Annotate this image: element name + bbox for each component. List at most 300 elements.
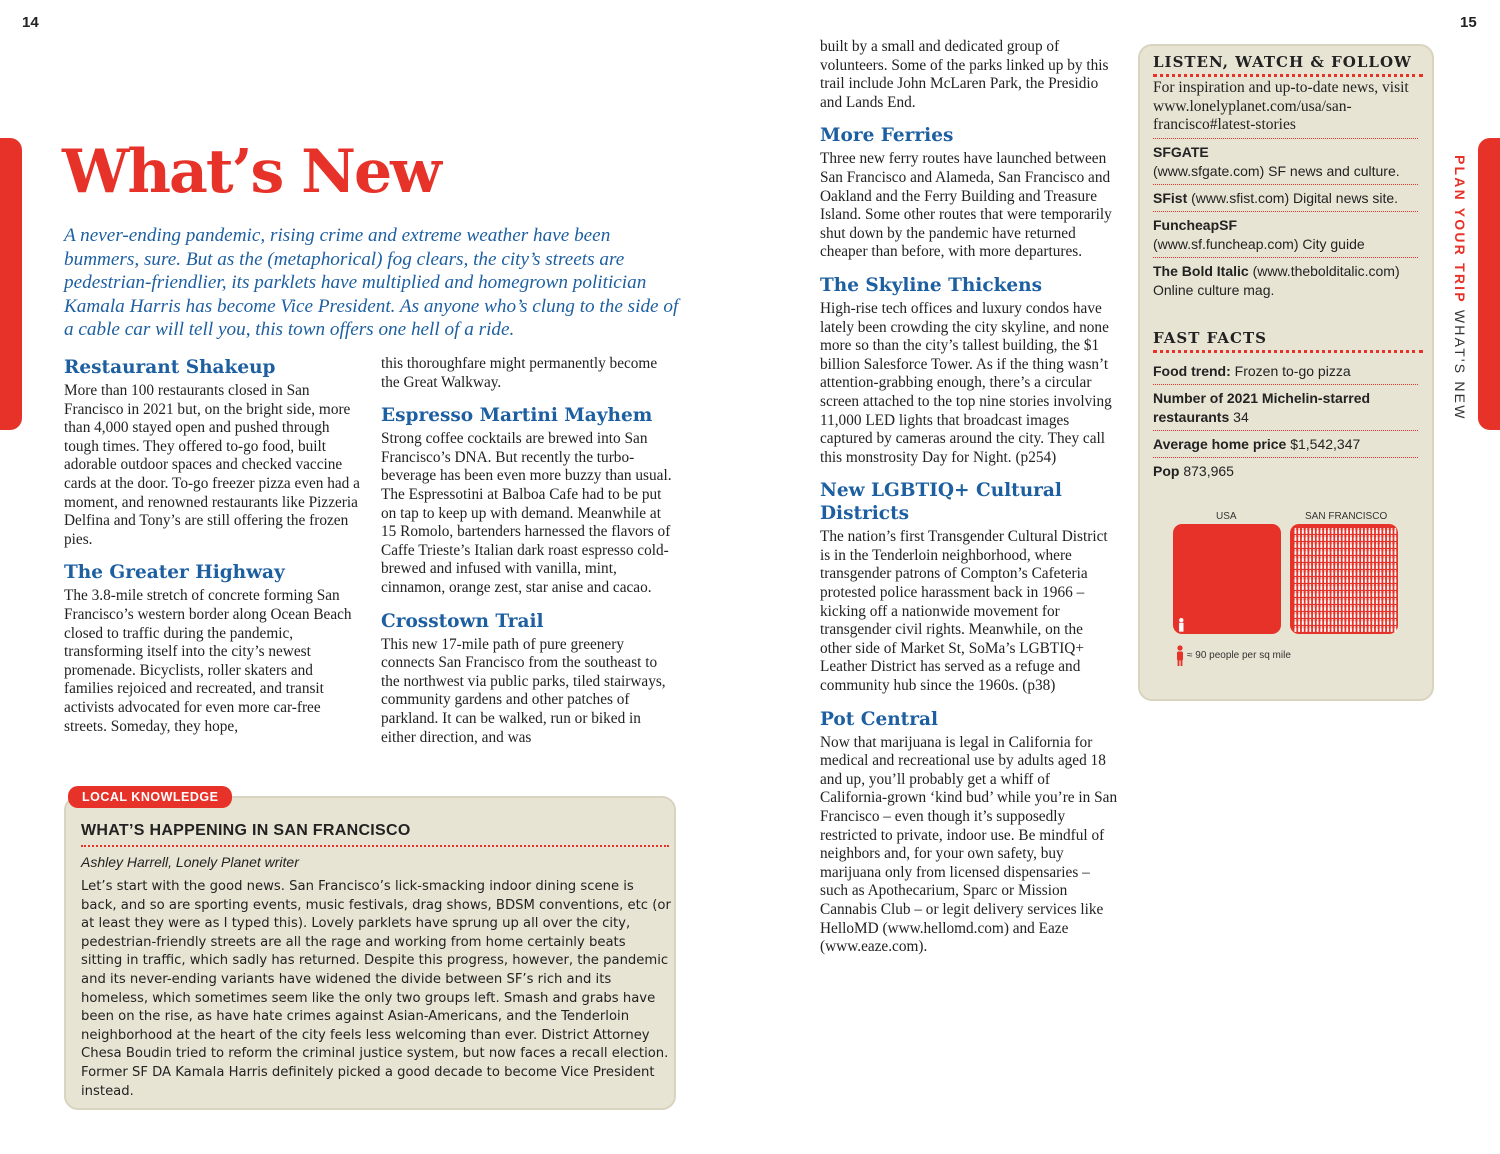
person-icon <box>1175 645 1185 667</box>
person-glyph-body <box>1372 551 1374 555</box>
person-glyph-body <box>1298 586 1300 590</box>
person-glyph-body <box>1302 586 1304 590</box>
person-glyph-body <box>1302 607 1304 611</box>
person-glyph-body <box>1383 579 1385 583</box>
person-glyph-head <box>1339 542 1341 544</box>
person-glyph-head <box>1298 577 1300 579</box>
person-glyph-body <box>1294 558 1296 562</box>
person-glyph-body <box>1309 600 1311 604</box>
sidebar-item-name: SFGATE <box>1153 144 1209 160</box>
person-glyph-body <box>1302 572 1304 576</box>
person-glyph-body <box>1294 586 1296 590</box>
person-glyph-head <box>1387 556 1389 558</box>
person-glyph-head <box>1354 535 1356 537</box>
person-glyph-head <box>1383 570 1385 572</box>
person-glyph-body <box>1306 600 1308 604</box>
person-glyph-body <box>1320 586 1322 590</box>
person-glyph-head <box>1324 584 1326 586</box>
person-glyph-head <box>1372 577 1374 579</box>
density-legend: ≈ 90 people per sq mile <box>1187 650 1291 661</box>
person-glyph-body <box>1339 565 1341 569</box>
person-glyph-body <box>1361 600 1363 604</box>
person-glyph-body <box>1324 572 1326 576</box>
person-glyph-head <box>1372 626 1374 628</box>
person-glyph-body <box>1324 551 1326 555</box>
person-glyph-body <box>1302 621 1304 625</box>
person-glyph-head <box>1298 584 1300 586</box>
person-glyph-body <box>1302 530 1304 534</box>
person-glyph-head <box>1320 535 1322 537</box>
person-glyph-head <box>1376 626 1378 628</box>
heading-restaurant-shakeup: Restaurant Shakeup <box>64 357 276 378</box>
person-glyph-body <box>1346 614 1348 618</box>
person-glyph-body <box>1324 579 1326 583</box>
person-glyph-head <box>1354 584 1356 586</box>
person-glyph-body <box>1339 607 1341 611</box>
person-glyph-head <box>1350 605 1352 607</box>
person-glyph-head <box>1346 535 1348 537</box>
person-glyph-body <box>1391 628 1393 632</box>
sidebar-divider <box>1153 430 1418 431</box>
person-glyph-head <box>1354 542 1356 544</box>
person-glyph-body <box>1306 586 1308 590</box>
person-glyph-head <box>1376 570 1378 572</box>
person-glyph-body <box>1350 621 1352 625</box>
person-glyph-body <box>1394 593 1396 597</box>
fact-value: 34 <box>1233 408 1249 425</box>
person-glyph-body <box>1302 565 1304 569</box>
person-glyph-head <box>1380 528 1382 530</box>
intro-paragraph: A never-ending pandemic, rising crime and extreme weather have been bummers, sure. But as the (metaphorical) fog clears, the city’s streets are pedestrian-friendlier, its parklets have multiplied and homegrown politician Kamala Harris has become Vice President. As anyone who’s clung to the side of a cable car will tell you, this town offers one hell of a ride. <box>64 225 679 340</box>
person-glyph-body <box>1294 600 1296 604</box>
sidebar-item-desc: (www.sf.funcheap.com) City guide <box>1153 235 1365 252</box>
person-glyph-body <box>1354 530 1356 534</box>
person-glyph-body <box>1309 586 1311 590</box>
person-glyph-body <box>1380 530 1382 534</box>
person-glyph-body <box>1394 551 1396 555</box>
person-glyph-body <box>1179 623 1183 632</box>
person-glyph-head <box>1320 598 1322 600</box>
person-glyph-body <box>1394 628 1396 632</box>
person-glyph-body <box>1339 530 1341 534</box>
person-glyph-body <box>1343 579 1345 583</box>
person-glyph-head <box>1346 549 1348 551</box>
person-glyph-body <box>1294 544 1296 548</box>
person-glyph-head <box>1387 605 1389 607</box>
person-glyph-body <box>1306 614 1308 618</box>
person-glyph-body <box>1354 607 1356 611</box>
person-glyph-body <box>1317 614 1319 618</box>
person-glyph-body <box>1328 621 1330 625</box>
person-glyph-body <box>1387 558 1389 562</box>
person-glyph-body <box>1380 628 1382 632</box>
person-glyph-head <box>1309 549 1311 551</box>
person-glyph-head <box>1361 612 1363 614</box>
person-glyph-body <box>1376 565 1378 569</box>
person-glyph-body <box>1302 579 1304 583</box>
person-glyph-head <box>1302 535 1304 537</box>
fact-population <box>1153 462 1425 481</box>
person-glyph-body <box>1346 558 1348 562</box>
person-glyph-body <box>1324 607 1326 611</box>
person-glyph-body <box>1320 530 1322 534</box>
person-glyph-body <box>1394 614 1396 618</box>
person-glyph-head <box>1343 591 1345 593</box>
person-glyph-head <box>1376 528 1378 530</box>
running-head-section: PLAN YOUR TRIP <box>1452 155 1468 304</box>
person-glyph-body <box>1320 600 1322 604</box>
person-glyph-head <box>1343 619 1345 621</box>
person-glyph-body <box>1302 551 1304 555</box>
person-glyph-head <box>1380 577 1382 579</box>
person-glyph-head <box>1346 563 1348 565</box>
person-glyph-body <box>1346 572 1348 576</box>
person-glyph-body <box>1294 614 1296 618</box>
person-glyph-body <box>1309 621 1311 625</box>
person-glyph-head <box>1343 570 1345 572</box>
person-glyph-head <box>1320 577 1322 579</box>
person-glyph-body <box>1328 530 1330 534</box>
person-glyph-head <box>1383 577 1385 579</box>
page-number-left: 14 <box>22 14 39 31</box>
person-glyph-body <box>1361 572 1363 576</box>
person-glyph-head <box>1354 612 1356 614</box>
person-glyph-body <box>1328 607 1330 611</box>
person-glyph-body <box>1380 607 1382 611</box>
person-glyph-body <box>1343 551 1345 555</box>
column-1 <box>64 356 362 748</box>
person-glyph-body <box>1324 593 1326 597</box>
paragraph-lgbtiq-districts: The nation’s first Transgender Cultural District is in the Tenderloin neighborhood, where transgender patrons of Compton’s Cafeteria protested police harassment back in 1966 – kicking off a nationwide movement for transgender civil rights. Meanwhile, on the other side of Market St, SoMa’s LGBTIQ+ Leather District has served as a refuge and community hub since the 1960s. (p38) <box>820 528 1108 695</box>
person-glyph-body <box>1343 565 1345 569</box>
person-glyph-head <box>1298 528 1300 530</box>
fact-value: 873,965 <box>1183 463 1234 479</box>
person-glyph-head <box>1343 605 1345 607</box>
person-glyph-head <box>1368 591 1370 593</box>
person-glyph-head <box>1380 605 1382 607</box>
person-glyph-body <box>1320 607 1322 611</box>
person-glyph-head <box>1350 535 1352 537</box>
person-glyph-head <box>1346 598 1348 600</box>
person-glyph-head <box>1372 535 1374 537</box>
person-glyph-head <box>1331 584 1333 586</box>
person-glyph-body <box>1313 537 1315 541</box>
person-glyph-head <box>1339 584 1341 586</box>
person-glyph-head <box>1298 542 1300 544</box>
person-glyph-body <box>1387 586 1389 590</box>
person-glyph-body <box>1372 537 1374 541</box>
person-glyph-head <box>1320 612 1322 614</box>
person-glyph-body <box>1331 530 1333 534</box>
person-glyph-body <box>1365 614 1367 618</box>
person-glyph-body <box>1394 579 1396 583</box>
person-glyph-head <box>1372 542 1374 544</box>
person-glyph-body <box>1335 614 1337 618</box>
person-glyph-body <box>1376 614 1378 618</box>
person-glyph-head <box>1302 570 1304 572</box>
person-glyph-body <box>1335 628 1337 632</box>
person-glyph-body <box>1372 614 1374 618</box>
person-glyph-body <box>1350 586 1352 590</box>
person-glyph-head <box>1313 598 1315 600</box>
person-glyph-body <box>1372 593 1374 597</box>
person-glyph-head <box>1317 626 1319 628</box>
person-glyph-body <box>1391 607 1393 611</box>
person-glyph-body <box>1387 544 1389 548</box>
person-glyph-body <box>1324 565 1326 569</box>
person-glyph-head <box>1302 626 1304 628</box>
person-glyph-body <box>1361 579 1363 583</box>
person-glyph-head <box>1361 535 1363 537</box>
person-glyph-body <box>1306 607 1308 611</box>
person-glyph-body <box>1298 621 1300 625</box>
person-glyph-head <box>1324 549 1326 551</box>
person-glyph-head <box>1320 556 1322 558</box>
person-glyph-body <box>1302 600 1304 604</box>
person-glyph-body <box>1361 530 1363 534</box>
column-2 <box>381 355 679 759</box>
person-glyph-head <box>1302 528 1304 530</box>
paragraph-pot-central: Now that marijuana is legal in California for medical and recreational use by adults aged 18 and up, you’ll probably get a whiff of California-grown ‘kind bud’ while you’re in San Francisco – even though it’s supposedly restricted to private, indoor use. Be mindful of neighbors and, for your own safety, buy marijuana only from licensed dispensaries – such as Apothecarium, Sparc or Mission Cannabis Club – or legit delivery services like HelloMD (www.hellomd.com) and Eaze (www.eaze.com). <box>820 733 1118 956</box>
person-glyph-body <box>1324 586 1326 590</box>
person-glyph-head <box>1343 542 1345 544</box>
person-glyph-body <box>1343 544 1345 548</box>
person-glyph-body <box>1376 558 1378 562</box>
person-glyph-head <box>1302 612 1304 614</box>
person-glyph-head <box>1179 618 1183 622</box>
person-glyph-body <box>1317 572 1319 576</box>
person-glyph-body <box>1365 544 1367 548</box>
person-glyph-head <box>1394 605 1396 607</box>
person-glyph-head <box>1324 556 1326 558</box>
person-glyph-head <box>1317 570 1319 572</box>
person-glyph-body <box>1317 565 1319 569</box>
person-glyph-head <box>1339 591 1341 593</box>
person-glyph-head <box>1317 598 1319 600</box>
person-glyph-head <box>1387 528 1389 530</box>
person-glyph-head <box>1368 556 1370 558</box>
person-glyph-head <box>1383 626 1385 628</box>
person-glyph-body <box>1313 600 1315 604</box>
person-glyph-body <box>1376 607 1378 611</box>
person-glyph-head <box>1309 577 1311 579</box>
person-glyph-head <box>1328 563 1330 565</box>
person-glyph-body <box>1298 593 1300 597</box>
person-glyph-head <box>1309 626 1311 628</box>
person-glyph-head <box>1313 528 1315 530</box>
person-glyph-body <box>1320 593 1322 597</box>
person-glyph-body <box>1317 558 1319 562</box>
person-glyph-body <box>1368 572 1370 576</box>
person-glyph-head <box>1346 605 1348 607</box>
person-glyph-head <box>1350 549 1352 551</box>
person-glyph-body <box>1309 558 1311 562</box>
person-glyph-body <box>1354 621 1356 625</box>
person-glyph-body <box>1372 530 1374 534</box>
person-glyph-body <box>1361 565 1363 569</box>
person-glyph-head <box>1383 591 1385 593</box>
person-glyph-head <box>1294 598 1296 600</box>
density-usa-label: USA <box>1216 511 1237 522</box>
person-glyph-body <box>1331 565 1333 569</box>
person-glyph-body <box>1324 558 1326 562</box>
person-glyph-body <box>1394 600 1396 604</box>
person-glyph-head <box>1335 619 1337 621</box>
person-glyph-head <box>1346 556 1348 558</box>
person-glyph-head <box>1394 591 1396 593</box>
person-glyph-body <box>1339 551 1341 555</box>
person-glyph-body <box>1331 537 1333 541</box>
person-glyph-body <box>1365 621 1367 625</box>
person-glyph-body <box>1357 579 1359 583</box>
person-glyph-head <box>1368 619 1370 621</box>
person-glyph-head <box>1335 549 1337 551</box>
person-glyph-body <box>1368 544 1370 548</box>
person-glyph-head <box>1372 619 1374 621</box>
person-glyph-head <box>1328 535 1330 537</box>
person-glyph-body <box>1365 600 1367 604</box>
person-glyph-head <box>1357 542 1359 544</box>
person-glyph-head <box>1331 528 1333 530</box>
person-glyph-head <box>1394 570 1396 572</box>
person-glyph-head <box>1294 626 1296 628</box>
heading-more-ferries: More Ferries <box>820 125 954 147</box>
person-glyph-head <box>1365 612 1367 614</box>
person-glyph-body <box>1387 579 1389 583</box>
person-glyph-head <box>1306 612 1308 614</box>
person-glyph-head <box>1357 619 1359 621</box>
sidebar-item-name: FuncheapSF <box>1153 217 1238 233</box>
person-glyph-body <box>1391 614 1393 618</box>
person-glyph-head <box>1383 605 1385 607</box>
person-glyph-head <box>1365 605 1367 607</box>
person-glyph-head <box>1324 528 1326 530</box>
person-glyph-head <box>1376 598 1378 600</box>
person-glyph-head <box>1317 591 1319 593</box>
sidebar-item-name: SFist <box>1153 190 1188 206</box>
person-glyph-head <box>1361 584 1363 586</box>
person-glyph-body <box>1328 544 1330 548</box>
person-glyph-head <box>1391 535 1393 537</box>
person-glyph-head <box>1324 563 1326 565</box>
person-glyph-head <box>1376 619 1378 621</box>
person-glyph-head <box>1391 542 1393 544</box>
person-glyph-head <box>1387 619 1389 621</box>
person-glyph-head <box>1343 535 1345 537</box>
sidebar-item-sfist <box>1153 189 1425 208</box>
person-glyph-body <box>1394 537 1396 541</box>
person-glyph-head <box>1350 591 1352 593</box>
person-glyph-body <box>1380 572 1382 576</box>
person-glyph-head <box>1368 535 1370 537</box>
person-glyph-body <box>1306 551 1308 555</box>
person-glyph-body <box>1354 593 1356 597</box>
person-glyph-head <box>1324 535 1326 537</box>
person-glyph-body <box>1317 593 1319 597</box>
person-glyph-body <box>1302 593 1304 597</box>
person-glyph-body <box>1294 579 1296 583</box>
person-glyph-body <box>1380 544 1382 548</box>
person-glyph-body <box>1365 558 1367 562</box>
person-glyph-body <box>1309 572 1311 576</box>
person-glyph-head <box>1365 556 1367 558</box>
sidebar-divider <box>1153 384 1418 385</box>
person-glyph-head <box>1328 605 1330 607</box>
person-glyph-body <box>1294 628 1296 632</box>
person-glyph-body <box>1391 530 1393 534</box>
person-glyph-head <box>1328 570 1330 572</box>
person-glyph-head <box>1380 570 1382 572</box>
person-glyph-head <box>1372 563 1374 565</box>
person-glyph-body <box>1376 537 1378 541</box>
person-glyph-body <box>1294 621 1296 625</box>
person-glyph-head <box>1365 570 1367 572</box>
person-glyph-head <box>1331 619 1333 621</box>
person-glyph-head <box>1391 577 1393 579</box>
person-glyph-head <box>1306 584 1308 586</box>
person-glyph-head <box>1380 591 1382 593</box>
density-graphic <box>1170 522 1402 637</box>
person-glyph-body <box>1350 614 1352 618</box>
person-glyph-body <box>1391 621 1393 625</box>
person-glyph-head <box>1328 584 1330 586</box>
person-glyph-head <box>1368 584 1370 586</box>
person-glyph-body <box>1346 530 1348 534</box>
person-glyph-head <box>1328 591 1330 593</box>
person-glyph-head <box>1391 584 1393 586</box>
heading-skyline-thickens: The Skyline Thickens <box>820 274 1043 296</box>
person-glyph-body <box>1313 621 1315 625</box>
person-glyph-body <box>1383 600 1385 604</box>
person-glyph-body <box>1313 586 1315 590</box>
person-glyph-body <box>1387 628 1389 632</box>
person-glyph-body <box>1357 628 1359 632</box>
person-glyph-head <box>1365 577 1367 579</box>
person-glyph-body <box>1372 565 1374 569</box>
person-glyph-body <box>1343 600 1345 604</box>
person-glyph-head <box>1361 542 1363 544</box>
person-glyph-head <box>1394 584 1396 586</box>
person-glyph-head <box>1324 626 1326 628</box>
person-glyph-head <box>1357 535 1359 537</box>
paragraph-skyline-thickens: High-rise tech offices and luxury condos have lately been crowding the city skyline, and none more so than the city’s tallest building, the $1 billion Salesforce Tower. As if the thing wasn’t attention-grabbing enough, there’s a circular screen attached to the top nine stories involving 11,000 LED lights that broadcast images captured by cameras around the city. They call this monstrosity Day for Night. (p254) <box>820 299 1112 466</box>
person-glyph-head <box>1346 528 1348 530</box>
person-glyph-head <box>1350 612 1352 614</box>
person-glyph-head <box>1324 577 1326 579</box>
person-glyph-body <box>1394 607 1396 611</box>
person-glyph-body <box>1350 544 1352 548</box>
sidebar-divider <box>1153 457 1418 458</box>
person-glyph-body <box>1365 607 1367 611</box>
person-glyph-head <box>1328 619 1330 621</box>
person-glyph-head <box>1294 591 1296 593</box>
person-glyph-body <box>1331 600 1333 604</box>
person-glyph-head <box>1354 549 1356 551</box>
person-glyph-body <box>1335 565 1337 569</box>
person-glyph-body <box>1383 544 1385 548</box>
person-glyph-body <box>1298 565 1300 569</box>
sidebar-item-sfgate <box>1153 143 1425 180</box>
person-glyph-head <box>1376 542 1378 544</box>
person-glyph-body <box>1354 579 1356 583</box>
person-glyph-body <box>1394 558 1396 562</box>
person-glyph-head <box>1317 605 1319 607</box>
person-glyph-head <box>1372 549 1374 551</box>
person-glyph-body <box>1298 537 1300 541</box>
person-glyph-head <box>1380 598 1382 600</box>
person-glyph-head <box>1339 605 1341 607</box>
person-glyph-body <box>1328 628 1330 632</box>
